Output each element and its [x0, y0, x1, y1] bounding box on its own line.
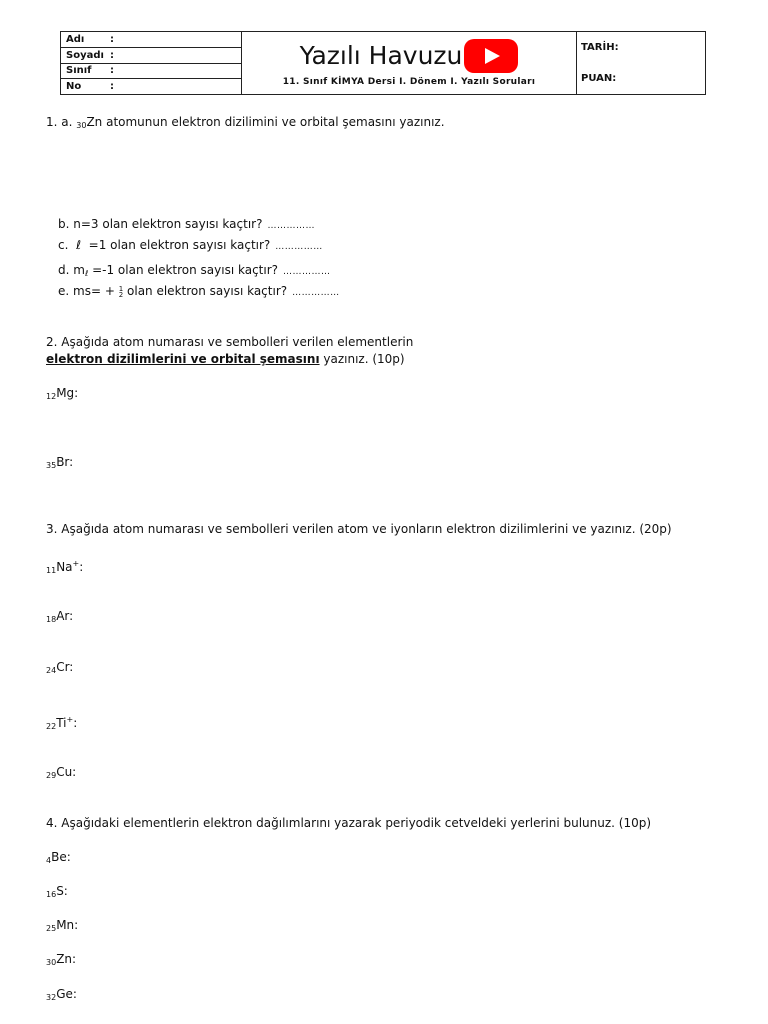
q1-c-prefix: c.: [58, 238, 69, 252]
atomic-number: 30: [46, 958, 57, 967]
q2-item-br: [46, 455, 73, 473]
name-colon: :: [110, 33, 114, 45]
item-colon: :: [69, 660, 74, 674]
brand: [300, 41, 519, 71]
name-field[interactable]: [61, 32, 241, 48]
class-label: Sınıf: [66, 65, 92, 77]
element-symbol: Mn:: [56, 918, 79, 932]
element-symbol: Ti: [56, 716, 67, 730]
item-colon: :: [72, 765, 77, 779]
q3-item-na: [46, 557, 83, 578]
fraction-denominator: 2: [118, 290, 124, 299]
atomic-number: 4: [46, 856, 52, 865]
exam-header: [60, 31, 706, 95]
title-block: [242, 32, 577, 94]
fraction-numerator: 1: [118, 284, 124, 293]
q1-e-text: olan elektron sayısı kaçtır?: [127, 284, 288, 298]
one-half-fraction: [119, 286, 123, 298]
q1-number: 1. a.: [46, 115, 73, 129]
atomic-number: 12: [46, 392, 57, 401]
element-symbol: Cu: [56, 765, 73, 779]
q1-e-prefix: e. ms= +: [58, 284, 115, 298]
item-colon: :: [79, 560, 84, 574]
item-colon: :: [73, 716, 78, 730]
q1-d-text: =-1 olan elektron sayısı kaçtır?: [92, 263, 279, 277]
atomic-number: 16: [46, 890, 57, 899]
ion-charge: +: [66, 715, 74, 724]
atomic-number: 18: [46, 615, 57, 624]
element-symbol: Be:: [51, 850, 71, 864]
atomic-number: 29: [46, 771, 57, 780]
element-symbol: Cr: [56, 660, 70, 674]
q2-stem-line2: [46, 352, 405, 366]
q1-d-sub: ℓ: [84, 269, 89, 278]
q2-stem-rest: yazınız. (10p): [323, 352, 405, 366]
q1-stem-text: Zn atomunun elektron dizilimini ve orbital şemasını yazınız.: [86, 115, 445, 129]
q1-c-symbol: ℓ: [76, 238, 82, 252]
q2-item-mg: [46, 386, 78, 404]
q1-d-prefix: d. m: [58, 263, 85, 277]
q1-b-text: b. n=3 olan elektron sayısı kaçtır?: [58, 217, 263, 231]
atomic-number: 22: [46, 722, 57, 731]
q1-c-dots: ……………: [275, 242, 323, 252]
ion-charge: +: [72, 559, 80, 568]
q1-e-dots: ……………: [292, 288, 340, 298]
q1-c: [58, 238, 323, 254]
number-field[interactable]: [61, 79, 241, 94]
number-label: No: [66, 81, 82, 93]
element-symbol: Zn:: [56, 952, 77, 966]
q1-b: [58, 217, 315, 233]
student-info-fields: [61, 32, 242, 94]
item-colon: :: [69, 609, 74, 623]
atomic-number: 32: [46, 993, 57, 1002]
q4-item-ge: [46, 987, 77, 1005]
q4-item-s: [46, 884, 68, 902]
q3-item-ti: [46, 713, 77, 734]
q3-item-ar: [46, 609, 73, 627]
element-symbol: Ge:: [56, 987, 77, 1001]
q2-underlined-text: elektron dizilimlerini ve orbital şemasını: [46, 352, 320, 366]
q1-zn-atomic-number: 30: [76, 121, 87, 130]
class-colon: :: [110, 65, 114, 77]
q3-stem: 3. Aşağıda atom numarası ve sembolleri verilen atom ve iyonların elektron dizilimlerini ve yazınız. (20p): [46, 522, 672, 536]
surname-colon: :: [110, 49, 114, 61]
atomic-number: 24: [46, 666, 57, 675]
element-symbol: Ar: [56, 609, 70, 623]
element-symbol: Na: [56, 560, 73, 574]
date-label: TARİH:: [581, 42, 619, 53]
youtube-play-icon: [464, 39, 518, 73]
grading-fields: [577, 32, 705, 94]
brand-title: Yazılı Havuzu: [299, 41, 463, 70]
class-field[interactable]: [61, 64, 241, 80]
number-colon: :: [110, 81, 114, 93]
q1-b-dots: ……………: [267, 221, 315, 231]
element-symbol: Br:: [56, 455, 74, 469]
element-symbol: Mg:: [56, 386, 79, 400]
q1-d-dots: ……………: [283, 267, 331, 277]
surname-field[interactable]: [61, 48, 241, 64]
q1-c-text: =1 olan elektron sayısı kaçtır?: [88, 238, 271, 252]
name-label: Adı: [66, 33, 85, 45]
q1-stem: [46, 115, 445, 133]
q1-d: [58, 263, 331, 281]
element-symbol: S:: [56, 884, 68, 898]
q4-item-be: [46, 850, 71, 868]
atomic-number: 11: [46, 566, 57, 575]
surname-label: Soyadı: [66, 49, 104, 61]
q4-item-mn: [46, 918, 78, 936]
q4-stem: 4. Aşağıdaki elementlerin elektron dağılımlarını yazarak periyodik cetveldeki yerlerini bulunuz. (10p): [46, 816, 652, 830]
score-label: PUAN:: [581, 73, 617, 84]
q4-item-zn: [46, 952, 76, 970]
q2-stem: 2. Aşağıda atom numarası ve sembolleri verilen elementlerin: [46, 335, 414, 349]
atomic-number: 35: [46, 461, 57, 470]
atomic-number: 25: [46, 924, 57, 933]
exam-subtitle: 11. Sınıf KİMYA Dersi I. Dönem I. Yazılı Soruları: [282, 77, 536, 87]
q3-item-cr: [46, 660, 73, 678]
q3-item-cu: [46, 765, 76, 783]
q1-e: [58, 284, 340, 300]
